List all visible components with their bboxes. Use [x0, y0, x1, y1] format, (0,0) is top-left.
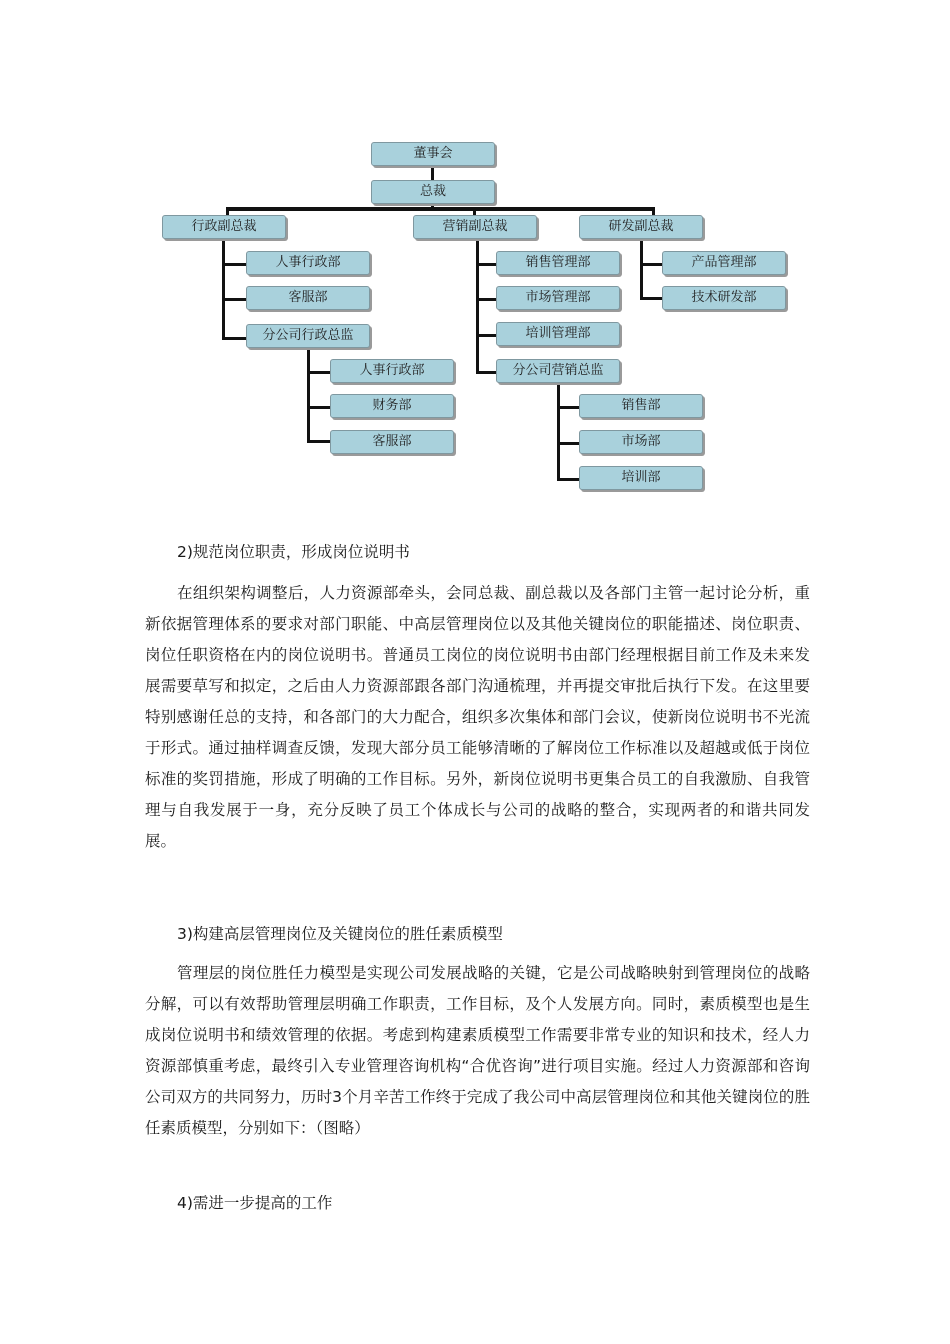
section-3-body: 管理层的岗位胜任力模型是实现公司发展战略的关键，它是公司战略映射到管理岗位的战略分解，可以有效帮助管理层明确工作职责，工作目标，及个人发展方向。同时，素质模型也是生成岗位说明书和绩效管理的依据。考虑到构建素质模型工作需要非常专业的知识和技术，经人力资源部慎重考虑，最终引入专业管理咨询机构“合优咨询”进行项目实施。经过人力资源部和咨询公司双方的共同努力，历时3个月辛苦工作终于完成了我公司中高层管理岗位和其他关键岗位的胜任素质模型，分别如下：（图略）	[145, 964, 810, 1137]
connector	[476, 238, 479, 374]
connector	[557, 478, 581, 481]
connector	[476, 371, 498, 374]
org-node-branch-training: 培训部	[579, 466, 703, 490]
section-4-heading: 4)需进一步提高的工作	[177, 1194, 333, 1212]
connector	[226, 207, 655, 211]
connector	[640, 297, 664, 300]
org-node-customer-service: 客服部	[246, 286, 370, 310]
connector	[476, 334, 498, 337]
org-node-branch-customer-service: 客服部	[330, 430, 454, 454]
section-2-body: 在组织架构调整后，人力资源部牵头，会同总裁、副总裁以及各部门主管一起讨论分析，重新依据管理体系的要求对部门职能、中高层管理岗位以及其他关键岗位的职能描述、岗位职责、岗位任职资格在内的岗位说明书。普通员工岗位的岗位说明书由部门经理根据目前工作及未来发展需要草写和拟定，之后由人力资源部跟各部门沟通梳理，并再提交审批后执行下发。在这里要特别感谢任总的支持，和各部门的大力配合，组织多次集体和部门会议，使新岗位说明书不光流于形式。通过抽样调查反馈，发现大部分员工能够清晰的了解岗位工作标准以及超越或低于岗位标准的奖罚措施，形成了明确的工作目标。另外，新岗位说明书更集合员工的自我激励、自我管理与自我发展于一身，充分反映了员工个体成长与公司的战略的整合，实现两者的和谐共同发展。	[145, 584, 810, 850]
org-node-ceo: 总裁	[371, 180, 495, 204]
connector	[431, 165, 434, 180]
org-node-rd-vp: 研发副总裁	[579, 215, 703, 239]
org-chart	[0, 0, 950, 520]
connector	[222, 238, 225, 340]
org-node-sales-management: 销售管理部	[496, 251, 620, 275]
org-node-board: 董事会	[371, 142, 495, 166]
section-2-heading: 2)规范岗位职责，形成岗位说明书	[177, 543, 410, 561]
connector	[222, 263, 248, 266]
connector	[640, 238, 643, 300]
connector	[476, 298, 498, 301]
connector	[557, 384, 560, 480]
org-node-branch-market: 市场部	[579, 430, 703, 454]
connector	[222, 337, 248, 340]
org-node-branch-sales: 销售部	[579, 394, 703, 418]
org-node-tech-rd: 技术研发部	[662, 286, 786, 310]
org-node-branch-finance: 财务部	[330, 394, 454, 418]
connector	[557, 406, 581, 409]
org-node-branch-marketing-director: 分公司营销总监	[496, 359, 620, 383]
connector	[476, 263, 498, 266]
org-node-hr-admin: 人事行政部	[246, 251, 370, 275]
org-node-branch-hr-admin: 人事行政部	[330, 359, 454, 383]
org-node-branch-admin-director: 分公司行政总监	[246, 324, 370, 348]
connector	[222, 298, 248, 301]
org-node-product-management: 产品管理部	[662, 251, 786, 275]
connector	[307, 347, 310, 443]
section-3-heading: 3)构建高层管理岗位及关键岗位的胜任素质模型	[177, 925, 503, 943]
org-node-market-management: 市场管理部	[496, 286, 620, 310]
connector	[557, 442, 581, 445]
org-node-admin-vp: 行政副总裁	[162, 215, 286, 239]
org-node-training-management: 培训管理部	[496, 322, 620, 346]
org-node-marketing-vp: 营销副总裁	[413, 215, 537, 239]
connector	[640, 263, 664, 266]
